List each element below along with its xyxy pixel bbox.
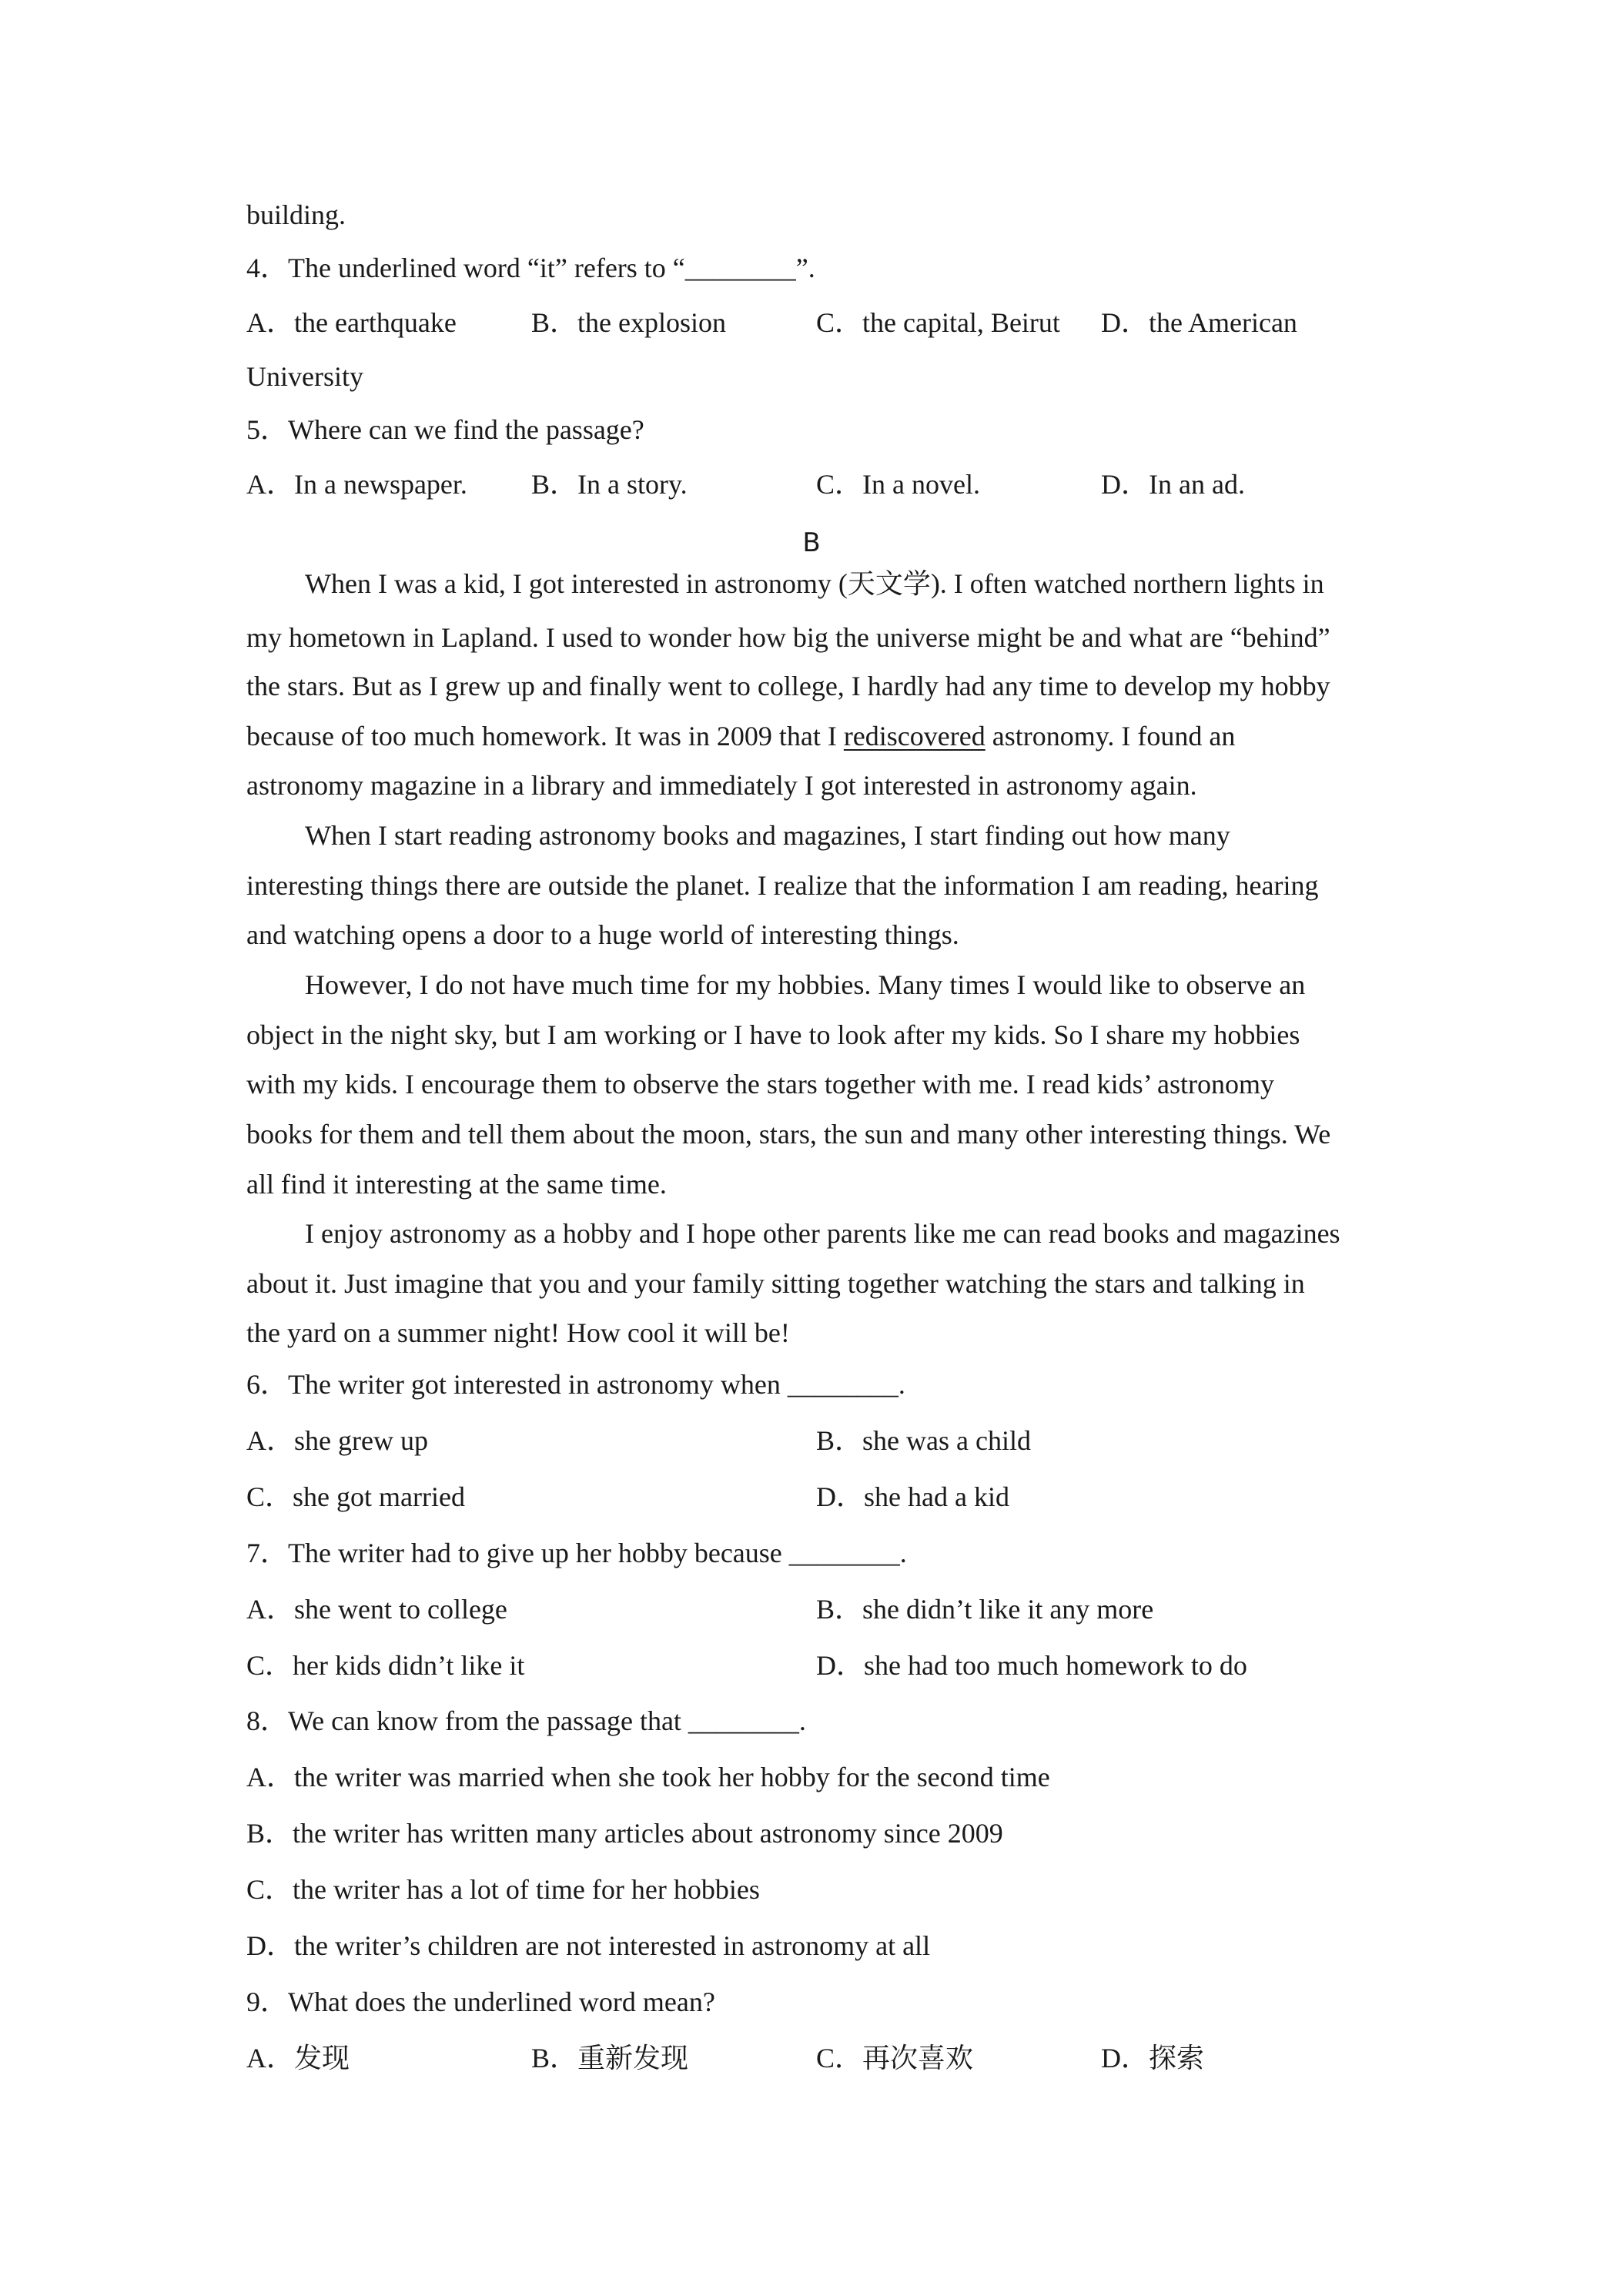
q7-option-b[interactable]: B．she didn’t like it any more [816,1594,1154,1625]
passage-p3-line1: However, I do not have much time for my hobbies. Many times I would like to observe an [305,969,1306,1000]
q9-option-d[interactable]: D．探索 [1101,2043,1204,2073]
q3-tail-text: building. [246,199,346,230]
q8-option-c[interactable]: C．the writer has a lot of time for her hobbies [246,1874,760,1905]
q7-option-c[interactable]: C．her kids didn’t like it [246,1650,525,1681]
q9-option-b[interactable]: B．重新发现 [531,2043,689,2073]
q4-option-d-wrap: University [246,361,363,392]
q7-stem: 7．The writer had to give up her hobby because ________. [246,1538,907,1568]
passage-p2-line1: When I start reading astronomy books and magazines, I start finding out how many [305,820,1230,851]
q8-option-a[interactable]: A．the writer was married when she took her hobby for the second time [246,1762,1050,1792]
q9-option-a[interactable]: A．发现 [246,2043,350,2073]
q6-stem: 6．The writer got interested in astronomy when ________. [246,1369,905,1400]
passage-p1-line4-after: astronomy. I found an [985,721,1236,751]
passage-p4-line2: about it. Just imagine that you and your family sitting together watching the stars and talking in [246,1268,1305,1299]
q4-stem: 4．The underlined word “it” refers to “________”. [246,253,815,283]
q8-stem: 8．We can know from the passage that ________. [246,1705,806,1736]
q4-option-c[interactable]: C．the capital, Beirut [816,307,1060,338]
q4-option-a[interactable]: A．the earthquake [246,307,457,338]
q7-option-d[interactable]: D．she had too much homework to do [816,1650,1247,1681]
passage-p1-line2: my hometown in Lapland. I used to wonder how big the universe might be and what are “behind” [246,622,1330,653]
q8-option-b[interactable]: B．the writer has written many articles about astronomy since 2009 [246,1818,1003,1849]
section-b-heading: B [802,527,821,558]
q7-option-a[interactable]: A．she went to college [246,1594,507,1625]
passage-p3-line5: all find it interesting at the same time. [246,1169,667,1200]
q5-option-a[interactable]: A．In a newspaper. [246,469,467,500]
passage-p1-line5: astronomy magazine in a library and immediately I got interested in astronomy again. [246,770,1197,801]
q5-option-d[interactable]: D．In an ad. [1101,469,1245,500]
q4-option-d[interactable]: D．the American [1101,307,1297,338]
underlined-word: rediscovered [843,721,986,751]
passage-p2-line3: and watching opens a door to a huge world of interesting things. [246,919,959,950]
passage-p3-line3: with my kids. I encourage them to observe the stars together with me. I read kids’ astronomy [246,1069,1274,1099]
q4-option-b[interactable]: B．the explosion [531,307,726,338]
q6-option-b[interactable]: B．she was a child [816,1425,1031,1456]
passage-p4-line3: the yard on a summer night! How cool it will be! [246,1317,790,1348]
q6-option-c[interactable]: C．she got married [246,1481,465,1512]
q8-option-d[interactable]: D．the writer’s children are not interested in astronomy at all [246,1930,931,1961]
passage-p1-line4 [246,719,1235,753]
q9-option-c[interactable]: C．再次喜欢 [816,2043,974,2073]
q9-stem: 9．What does the underlined word mean? [246,1986,715,2017]
passage-p1-line1: When I was a kid, I got interested in astronomy (天文学). I often watched northern lights in [305,568,1324,599]
passage-p1-line3: the stars. But as I grew up and finally went to college, I hardly had any time to develop my hobby [246,671,1330,701]
q6-option-a[interactable]: A．she grew up [246,1425,428,1456]
passage-p1-line4-before: because of too much homework. It was in 2009 that I [246,721,844,751]
passage-p4-line1: I enjoy astronomy as a hobby and I hope other parents like me can read books and magazines [305,1218,1340,1249]
q6-option-d[interactable]: D．she had a kid [816,1481,1009,1512]
passage-p3-line4: books for them and tell them about the moon, stars, the sun and many other interesting things. We [246,1119,1331,1150]
q5-stem: 5．Where can we find the passage? [246,414,644,445]
passage-p2-line2: interesting things there are outside the planet. I realize that the information I am reading, hearing [246,870,1319,901]
q5-option-c[interactable]: C．In a novel. [816,469,980,500]
q5-option-b[interactable]: B．In a story. [531,469,688,500]
passage-p3-line2: object in the night sky, but I am working or I have to look after my kids. So I share my hobbies [246,1019,1300,1050]
